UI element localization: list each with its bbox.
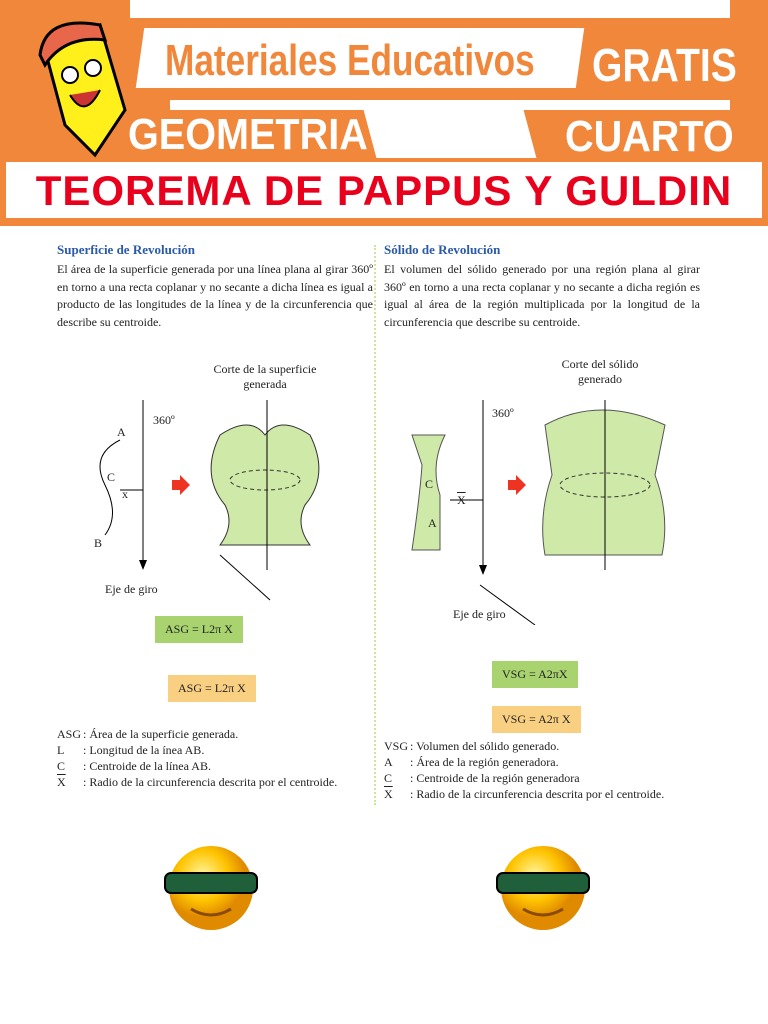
legend-item	[57, 758, 369, 774]
legend-item	[384, 738, 754, 754]
legend-value: : Área de la superficie generada.	[83, 727, 239, 741]
legend-key: C	[384, 771, 393, 785]
left-column	[57, 242, 373, 331]
smiley-sunglasses-icon	[163, 843, 259, 933]
legend-value: : Volumen del sólido generado.	[410, 739, 560, 753]
legend-key: ASG	[57, 727, 82, 741]
title-box	[6, 162, 762, 218]
x-label: $\overline{X}$	[457, 493, 466, 507]
angle-label: 360º	[492, 406, 514, 420]
grade-label: CUARTO	[565, 112, 734, 161]
legend-key: $\overline{X}$	[57, 775, 66, 789]
legend-value: : Radio de la circunferencia descrita por el centroide.	[83, 775, 338, 789]
legend-item	[57, 774, 369, 790]
legend-item	[384, 770, 754, 786]
legend-item	[384, 786, 754, 802]
formula: VSG = A2πX	[492, 661, 578, 688]
pencil-mascot-icon	[15, 10, 145, 160]
page-title: TEOREMA DE PAPPUS Y GULDIN	[35, 167, 733, 214]
banner-stripe	[130, 0, 730, 18]
subject-label: GEOMETRIA	[128, 110, 368, 159]
legend-item	[57, 742, 369, 758]
column-divider	[374, 245, 376, 805]
x-label: x	[122, 487, 128, 501]
legend-item	[384, 754, 754, 770]
section-heading: Superficie de Revolución	[57, 242, 195, 257]
point-a-label: A	[117, 425, 126, 439]
formula: VSG = A2π X	[492, 706, 581, 733]
figure-caption: Corte de la superficie generada	[213, 362, 317, 391]
legend	[384, 738, 754, 802]
axis-label: Eje de giro	[453, 607, 506, 621]
solid-revolution-diagram	[400, 395, 700, 625]
legend-key: $\overline{X}$	[384, 787, 393, 801]
point-a-label: A	[428, 516, 437, 530]
point-c-label: C	[107, 470, 116, 484]
legend-key: VSG	[384, 739, 409, 753]
section-text: El área de la superficie generada por una línea plana al girar 360º en torno a una recta coplanar y no secante a dicha línea es igual a producto de las longitudes de la línea y de la circunferencia que describe su centroide.	[57, 262, 373, 329]
legend-key: A	[384, 755, 393, 769]
section-heading: Sólido de Revolución	[384, 242, 501, 257]
banner-stripe	[170, 100, 730, 110]
axis-label: Eje de giro	[105, 582, 158, 596]
legend-value: : Longitud de la ínea AB.	[83, 743, 205, 757]
legend-value: : Centroide de la línea AB.	[83, 759, 211, 773]
section-text: El volumen del sólido generado por una región plana al girar 360º en torno a una recta coplanar y no secante a dicha región es igual al área de la región multiplicada por la longitud de la circunferencia que describe su centroide.	[384, 262, 700, 329]
point-c-label: C	[425, 477, 434, 491]
right-column	[384, 242, 700, 331]
formula: ASG = L2π X	[155, 616, 243, 643]
legend-value: : Área de la región generadora.	[410, 755, 559, 769]
gratis-label: GRATIS	[592, 39, 737, 91]
legend-key: L	[57, 743, 65, 757]
legend-value: : Radio de la circunferencia descrita por el centroide.	[410, 787, 665, 801]
figure-caption: Corte del sólido generado	[561, 357, 639, 386]
header-banner	[0, 0, 768, 226]
formula: ASG = L2π X	[168, 675, 256, 702]
legend-item	[57, 726, 369, 742]
site-name: Materiales Educativos	[165, 36, 535, 85]
smiley-sunglasses-icon	[495, 843, 591, 933]
legend	[57, 726, 369, 790]
point-b-label: B	[94, 536, 103, 550]
angle-label: 360º	[153, 413, 175, 427]
banner-stripe	[364, 110, 537, 158]
legend-value: : Centroide de la región generadora	[410, 771, 580, 785]
legend-key: C	[57, 759, 66, 773]
